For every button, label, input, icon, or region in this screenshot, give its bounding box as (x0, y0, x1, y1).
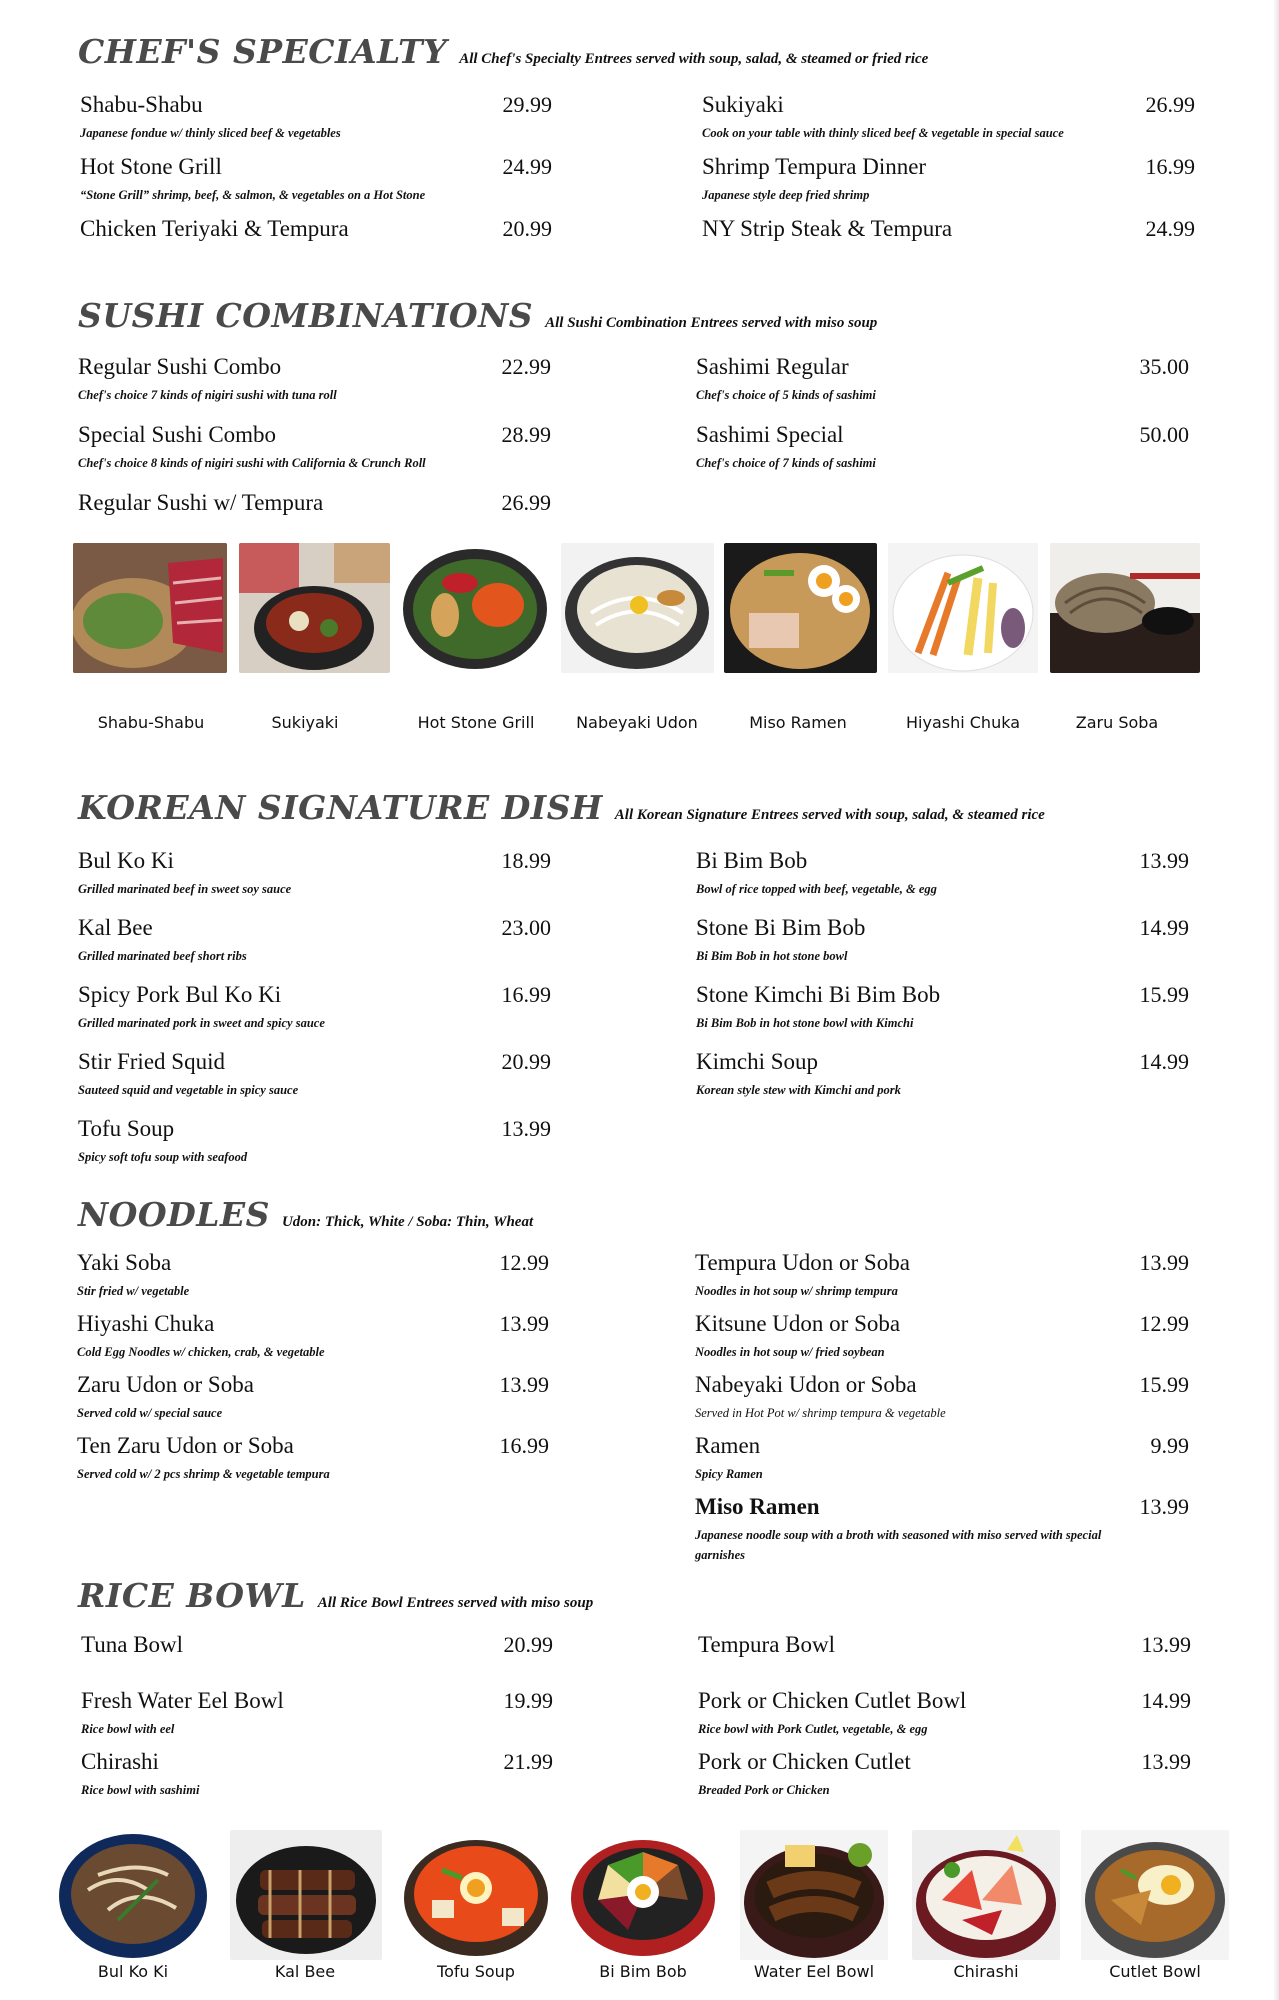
item-price: 24.99 (1145, 216, 1195, 241)
item-name: Special Sushi Combo (78, 422, 277, 447)
item-price: 13.99 (499, 1372, 549, 1397)
item-name: Fresh Water Eel Bowl (81, 1688, 284, 1713)
item-price: 19.99 (503, 1688, 553, 1713)
item-description: Chef's choice 7 kinds of nigiri sushi with tuna roll (78, 388, 337, 402)
item-description: Grilled marinated beef short ribs (78, 949, 247, 963)
item-name: Pork or Chicken Cutlet (698, 1749, 911, 1774)
item-name: Tempura Bowl (698, 1632, 836, 1657)
item-name: Kimchi Soup (696, 1049, 819, 1074)
item-name: Stone Kimchi Bi Bim Bob (696, 982, 941, 1007)
item-price: 13.99 (499, 1311, 549, 1336)
section-subtitle: All Rice Bowl Entrees served with miso soup (317, 1595, 594, 1611)
photo-caption: Nabeyaki Udon (576, 713, 698, 732)
item-name: Kitsune Udon or Soba (695, 1311, 901, 1336)
item-description: “Stone Grill” shrimp, beef, & salmon, & vegetables on a Hot Stone (80, 188, 426, 202)
page-edge (1273, 0, 1279, 2000)
photo-caption: Zaru Soba (1075, 713, 1159, 732)
photo-caption: Chirashi (953, 1962, 1019, 1981)
item-price: 20.99 (501, 1049, 551, 1074)
section-title: KOREAN SIGNATURE DISH (78, 788, 603, 827)
item-name: Spicy Pork Bul Ko Ki (78, 982, 282, 1007)
item-name: Hot Stone Grill (80, 154, 222, 179)
item-description: Chef's choice of 5 kinds of sashimi (696, 388, 876, 402)
item-name: Ramen (695, 1433, 761, 1458)
hot-stone-grill-photo (400, 543, 550, 673)
photo-caption: Kal Bee (274, 1962, 336, 1981)
item-name: Shabu-Shabu (80, 92, 203, 117)
item-description: Cold Egg Noodles w/ chicken, crab, & vegetable (77, 1345, 325, 1359)
item-name: Pork or Chicken Cutlet Bowl (698, 1688, 967, 1713)
item-description: Chef's choice 8 kinds of nigiri sushi with California & Crunch Roll (78, 456, 426, 470)
section-title: RICE BOWL (78, 1576, 306, 1615)
photo-caption: Shabu-Shabu (97, 713, 205, 732)
sukiyaki-photo (239, 543, 390, 673)
section-title: CHEF'S SPECIALTY (78, 32, 448, 71)
photo-caption: Bi Bim Bob (599, 1962, 687, 1981)
item-price: 14.99 (1141, 1688, 1191, 1713)
item-price: 50.00 (1139, 422, 1189, 447)
item-description: Bi Bim Bob in hot stone bowl with Kimchi (696, 1016, 914, 1030)
photo-caption: Cutlet Bowl (1109, 1962, 1201, 1981)
item-name: Tuna Bowl (81, 1632, 184, 1657)
item-price: 16.99 (501, 982, 551, 1007)
bi-bim-bob-photo (568, 1830, 718, 1960)
item-description: Served in Hot Pot w/ shrimp tempura & vegetable (695, 1406, 946, 1420)
item-name: Hiyashi Chuka (77, 1311, 215, 1336)
shabu-shabu-photo (73, 543, 227, 673)
item-description: Rice bowl with sashimi (81, 1783, 200, 1797)
item-name: Miso Ramen (695, 1494, 820, 1519)
item-price: 9.99 (1150, 1433, 1189, 1458)
item-price: 35.00 (1139, 354, 1189, 379)
item-name: Yaki Soba (77, 1250, 172, 1275)
photo-caption: Hiyashi Chuka (906, 713, 1020, 732)
section-subtitle: All Sushi Combination Entrees served with miso soup (545, 315, 878, 331)
item-price: 13.99 (501, 1116, 551, 1141)
item-name: Ten Zaru Udon or Soba (77, 1433, 294, 1458)
item-description: Japanese fondue w/ thinly sliced beef & vegetables (80, 126, 341, 140)
item-price: 26.99 (1145, 92, 1195, 117)
item-price: 13.99 (1139, 1494, 1189, 1519)
item-name: NY Strip Steak & Tempura (702, 216, 953, 241)
item-price: 13.99 (1139, 848, 1189, 873)
item-price: 12.99 (499, 1250, 549, 1275)
item-name: Regular Sushi Combo (78, 354, 282, 379)
item-name: Nabeyaki Udon or Soba (695, 1372, 917, 1397)
miso-ramen-photo (724, 543, 877, 673)
sushi-combinations-header (78, 296, 877, 335)
item-name: Stone Bi Bim Bob (696, 915, 866, 940)
item-price: 26.99 (501, 490, 551, 515)
item-description: Korean style stew with Kimchi and pork (696, 1083, 901, 1097)
item-price: 16.99 (499, 1433, 549, 1458)
item-price: 13.99 (1141, 1632, 1191, 1657)
item-name: Tofu Soup (78, 1116, 175, 1141)
chirashi-photo (912, 1830, 1060, 1960)
item-price: 16.99 (1145, 154, 1195, 179)
item-name: Tempura Udon or Soba (695, 1250, 910, 1275)
item-description: Noodles in hot soup w/ fried soybean (695, 1345, 885, 1359)
noodles-header (78, 1195, 533, 1234)
item-description: Bi Bim Bob in hot stone bowl (696, 949, 848, 963)
item-description: Grilled marinated beef in sweet soy sauce (78, 882, 292, 896)
item-price: 22.99 (501, 354, 551, 379)
hiyashi-chuka-photo (888, 543, 1038, 673)
cutlet-bowl-photo (1081, 1830, 1229, 1960)
item-description: Served cold w/ special sauce (77, 1406, 223, 1420)
item-price: 15.99 (1139, 982, 1189, 1007)
section-title: NOODLES (78, 1195, 270, 1234)
item-description: Rice bowl with eel (81, 1722, 175, 1736)
item-description: Japanese style deep fried shrimp (702, 188, 870, 202)
item-name: Regular Sushi w/ Tempura (78, 490, 324, 515)
item-name: Sashimi Regular (696, 354, 849, 379)
item-name: Zaru Udon or Soba (77, 1372, 254, 1397)
tofu-soup-photo (402, 1830, 550, 1960)
item-name: Bul Ko Ki (78, 848, 174, 873)
item-description: Japanese noodle soup with a broth with seasoned with miso served with special garnishes (695, 1528, 1102, 1562)
item-description: Spicy soft tofu soup with seafood (78, 1150, 248, 1164)
rice-bowl-header (78, 1576, 593, 1615)
nabeyaki-udon-photo (561, 543, 714, 673)
item-name: Bi Bim Bob (696, 848, 808, 873)
item-description: Chef's choice of 7 kinds of sashimi (696, 456, 876, 470)
item-description: Served cold w/ 2 pcs shrimp & vegetable tempura (77, 1467, 330, 1481)
photo-caption: Sukiyaki (271, 713, 339, 732)
item-name: Shrimp Tempura Dinner (702, 154, 927, 179)
section-subtitle: All Chef's Specialty Entrees served with soup, salad, & steamed or fried rice (459, 51, 929, 67)
item-price: 28.99 (501, 422, 551, 447)
item-name: Kal Bee (78, 915, 153, 940)
item-description: Bowl of rice topped with beef, vegetable, & egg (696, 882, 937, 896)
section-subtitle: All Korean Signature Entrees served with soup, salad, & steamed rice (614, 807, 1045, 823)
item-description: Breaded Pork or Chicken (698, 1783, 830, 1797)
item-price: 23.00 (501, 915, 551, 940)
item-description: Stir fried w/ vegetable (77, 1284, 190, 1298)
item-price: 14.99 (1139, 1049, 1189, 1074)
item-price: 20.99 (503, 1632, 553, 1657)
section-subtitle: Udon: Thick, White / Soba: Thin, Wheat (281, 1214, 534, 1230)
photo-caption: Water Eel Bowl (753, 1962, 875, 1981)
item-price: 15.99 (1139, 1372, 1189, 1397)
korean-signature-header (78, 788, 1045, 827)
kal-bee-photo (230, 1830, 382, 1960)
item-price: 13.99 (1141, 1749, 1191, 1774)
item-description: Rice bowl with Pork Cutlet, vegetable, & egg (698, 1722, 928, 1736)
item-description: Spicy Ramen (695, 1467, 763, 1481)
item-price: 18.99 (501, 848, 551, 873)
item-description: Noodles in hot soup w/ shrimp tempura (695, 1284, 898, 1298)
item-description: Sauteed squid and vegetable in spicy sauce (78, 1083, 299, 1097)
zaru-soba-photo (1050, 543, 1200, 673)
photo-caption: Hot Stone Grill (417, 713, 535, 732)
photo-caption: Tofu Soup (437, 1962, 515, 1981)
item-name: Chicken Teriyaki & Tempura (80, 216, 349, 241)
item-price: 20.99 (502, 216, 552, 241)
photo-caption: Bul Ko Ki (97, 1962, 169, 1981)
bul-ko-ki-photo (58, 1830, 208, 1960)
item-price: 12.99 (1139, 1311, 1189, 1336)
item-price: 29.99 (502, 92, 552, 117)
water-eel-bowl-photo (740, 1830, 888, 1960)
item-price: 24.99 (502, 154, 552, 179)
item-description: Cook on your table with thinly sliced beef & vegetable in special sauce (702, 126, 1064, 140)
item-price: 13.99 (1139, 1250, 1189, 1275)
item-name: Stir Fried Squid (78, 1049, 225, 1074)
item-description: Grilled marinated pork in sweet and spicy sauce (78, 1016, 325, 1030)
chefs-specialty-header (78, 32, 928, 71)
item-price: 21.99 (503, 1749, 553, 1774)
item-price: 14.99 (1139, 915, 1189, 940)
photo-caption: Miso Ramen (749, 713, 847, 732)
section-title: SUSHI COMBINATIONS (78, 296, 534, 335)
item-name: Sashimi Special (696, 422, 844, 447)
item-name: Chirashi (81, 1749, 159, 1774)
item-name: Sukiyaki (702, 92, 784, 117)
